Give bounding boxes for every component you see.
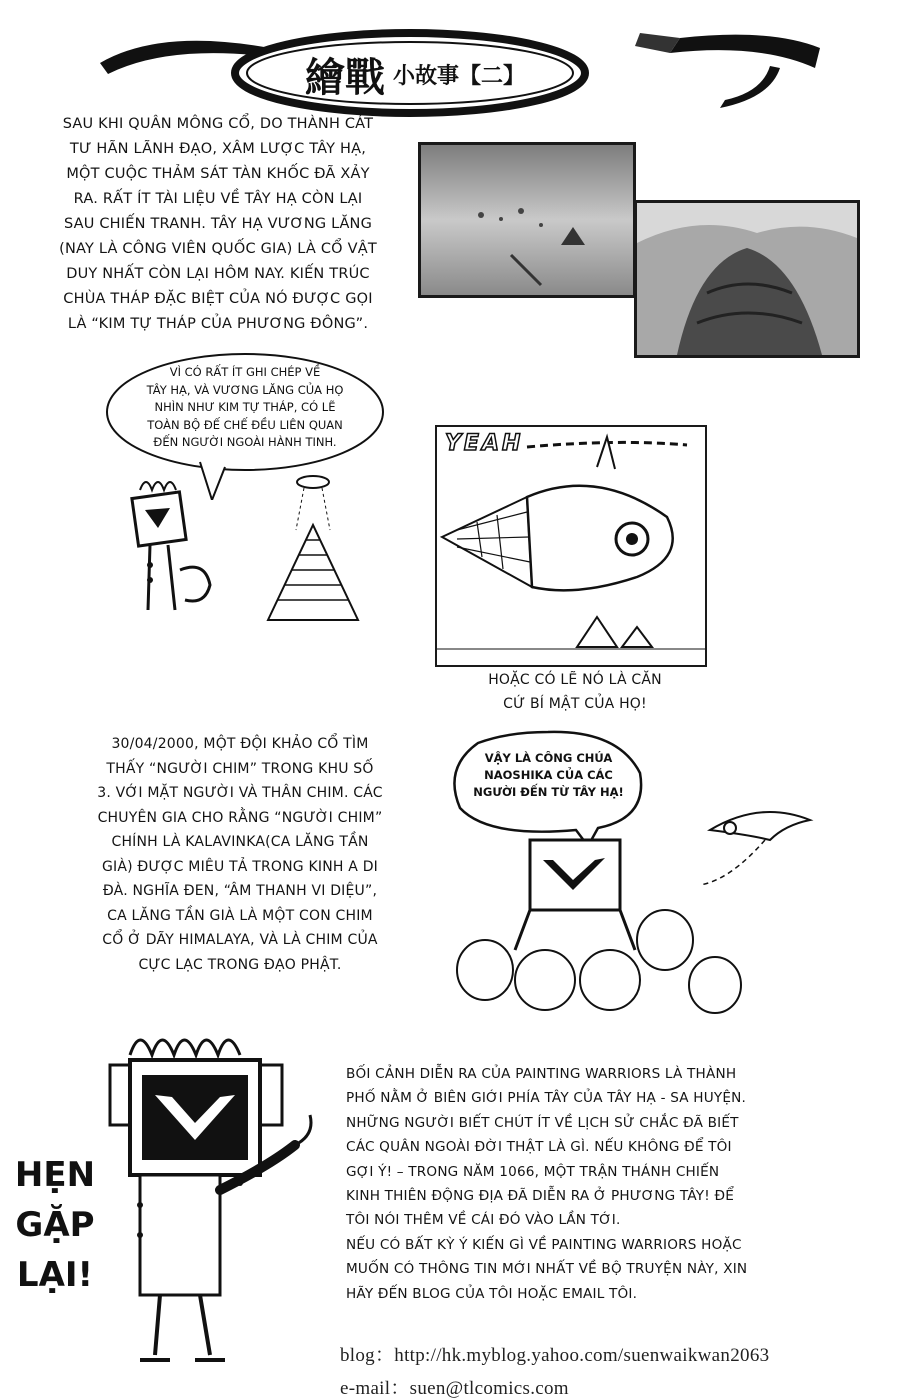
text-line: 30/04/2000, MỘT ĐỘI KHẢO CỔ TÌM (111, 736, 369, 752)
text-line: TÔI NÓI THÊM VỀ CÁI ĐÓ VÀO LẦN TỚI. (346, 1212, 621, 1229)
text-line: HÃY ĐẾN BLOG CỦA TÔI HOẶC EMAIL TÔI. (346, 1285, 638, 1302)
header (80, 8, 840, 118)
bubble-line: VẬY LÀ CÔNG CHÚA (484, 751, 613, 765)
bubble-line: TOÀN BỘ ĐẾ CHẾ ĐỀU LIÊN QUAN (147, 417, 343, 432)
text-line: NẾU CÓ BẤT KỲ Ý KIẾN GÌ VỀ PAINTING WARRIORS HOẶC (346, 1236, 742, 1253)
text-line: LÀ “KIM TỰ THÁP CỦA PHƯƠNG ĐÔNG”. (67, 316, 369, 332)
header-title-small: 小故事【二】 (392, 62, 525, 89)
text-line: 3. VỚI MẶT NGƯỜI VÀ THÂN CHIM. CÁC (97, 785, 383, 801)
text-line: SAU KHI QUÂN MÔNG CỔ, DO THÀNH CÁT (62, 116, 374, 132)
comic-panel-drill (435, 425, 707, 667)
bubble-line: TÂY HẠ, VÀ VƯƠNG LĂNG CỦA HỌ (146, 382, 344, 397)
text-line: BỐI CẢNH DIỄN RA CỦA PAINTING WARRIORS LÀ THÀNH (346, 1066, 737, 1082)
text-line: (NAY LÀ CÔNG VIÊN QUỐC GIA) LÀ CỔ VẬT (59, 241, 377, 257)
blog-link[interactable]: blog：http://hk.myblog.yahoo.com/suenwaikwan2063 (340, 1345, 770, 1366)
text-line: CỔ Ở DÃY HIMALAYA, VÀ LÀ CHIM CỦA (102, 932, 378, 948)
photo-tombs-aerial (418, 142, 636, 298)
text-line: CỰC LẠC TRONG ĐẠO PHẬT. (138, 956, 342, 973)
text-line: MUỐN CÓ THÔNG TIN MỚI NHẤT VỀ BỘ TRUYỆN NÀY, XIN (346, 1261, 748, 1278)
text-line: DUY NHẤT CÒN LẠI HÔM NAY. KIẾN TRÚC (66, 266, 370, 282)
text-line: CA LĂNG TẦN GIÀ LÀ MỘT CON CHIM (107, 907, 373, 924)
section1-text (22, 112, 414, 337)
section2-text (60, 732, 420, 977)
goodbye-text (0, 1150, 110, 1300)
caption-line: HOẶC CÓ LẼ NÓ LÀ CĂN (488, 672, 662, 688)
caption-1 (435, 668, 715, 716)
text-line: CHUYÊN GIA CHO RẰNG “NGƯỜI CHIM” (97, 809, 383, 826)
text-line: SAU CHIẾN TRANH. TÂY HẠ VƯƠNG LĂNG (63, 216, 373, 232)
text-line: GIÀ) ĐƯỢC MIÊU TẢ TRONG KINH A DI (101, 858, 379, 875)
goodbye-line: LẠI! (16, 1255, 94, 1295)
bubble-line: NAOSHIKA CỦA CÁC (484, 768, 613, 782)
bubble-line: NGƯỜI ĐẾN TỪ TÂY HẠ! (473, 785, 624, 799)
crowd-illustration (445, 820, 745, 1020)
robot-character-icon (120, 470, 230, 630)
text-line: RA. RẤT ÍT TÀI LIỆU VỀ TÂY HẠ CÒN LẠI (73, 191, 363, 207)
goodbye-line: GẶP (15, 1205, 95, 1245)
text-line: CÁC QUÂN NGOÀI ĐỜI THẬT LÀ GÌ. NẾU KHÔNG ĐỂ TÔI (346, 1139, 732, 1156)
bubble-line: VÌ CÓ RẤT ÍT GHI CHÉP VỀ (169, 365, 321, 379)
email-link[interactable]: e-mail：suen@tlcomics.com (340, 1378, 569, 1399)
header-title-big: 繪戰 (304, 53, 385, 101)
caption-line: CỨ BÍ MẬT CỦA HỌ! (503, 696, 647, 712)
text-line: GỢI Ý! – TRONG NĂM 1066, MỘT TRẬN THÁNH CHIẾN (346, 1163, 720, 1180)
bubble-line: NHÌN NHƯ KIM TỰ THÁP, CÓ LẼ (154, 400, 336, 414)
text-line: THẤY “NGƯỜI CHIM” TRONG KHU SỐ (106, 760, 374, 777)
text-line: MỘT CUỘC THẢM SÁT TÀN KHỐC ĐÃ XẢY (66, 166, 370, 182)
photo-tomb-closeup (634, 200, 860, 358)
text-line: KINH THIÊN ĐỘNG ĐỊA ĐÃ DIỄN RA Ở PHƯƠNG TÂY! ĐỂ (346, 1188, 734, 1205)
section3-text (346, 1062, 886, 1306)
text-line: CHÙA THÁP ĐẶC BIỆT CỦA NÓ ĐƯỢC GỌI (63, 291, 373, 307)
text-line: CHÍNH LÀ KALAVINKA(CA LĂNG TẦN (111, 834, 369, 850)
robot-character-icon (100, 1015, 330, 1375)
goodbye-line: HẸN (14, 1155, 96, 1195)
text-line: NHỮNG NGƯỜI BIẾT CHÚT ÍT VỀ LỊCH SỬ CHẮC ĐÃ BIẾT (346, 1114, 739, 1131)
pyramid-icon (258, 470, 368, 630)
panel-sfx: YEAH (445, 431, 524, 456)
text-line: ĐÀ. NGHĨA ĐEN, “ÂM THANH VI DIỆU”, (102, 883, 378, 899)
text-line: PHỐ NẰM Ở BIÊN GIỚI PHÍA TÂY CỦA TÂY HẠ - SA HUYỆN. (346, 1090, 747, 1107)
bubble-line: ĐẾN NGƯỜI NGOÀI HÀNH TINH. (153, 435, 337, 449)
text-line: TƯ HÃN LÃNH ĐẠO, XÂM LƯỢC TÂY HẠ, (69, 141, 367, 157)
ufo-icon (297, 476, 329, 488)
